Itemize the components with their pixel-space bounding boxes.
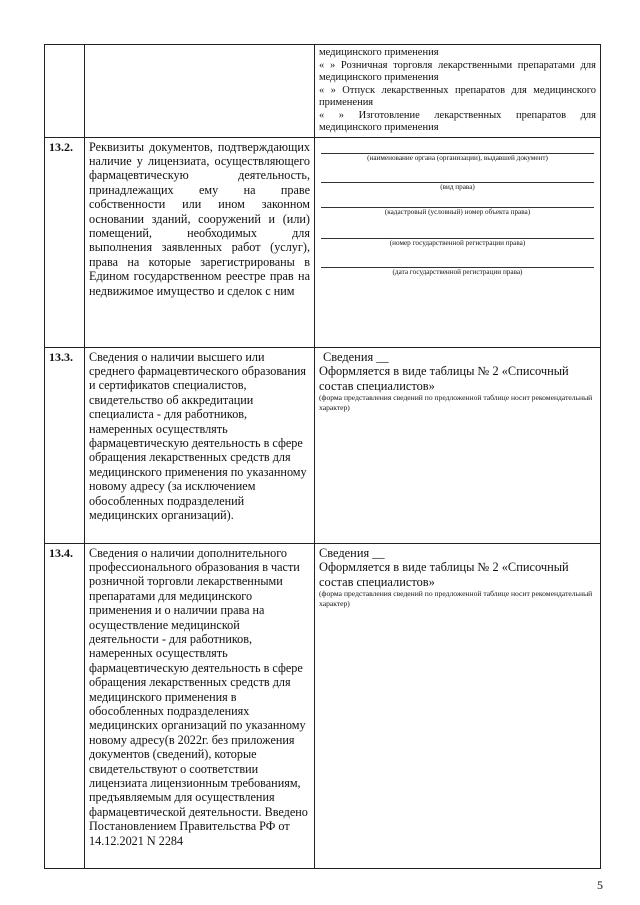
info-note: (форма представления сведений по предложенной таблице носит рекомендательный характер) (319, 393, 593, 412)
cadastral-number-field[interactable] (321, 196, 594, 208)
document-details-fields (315, 137, 601, 347)
activity-options (315, 45, 601, 138)
staff-info-cell (315, 347, 601, 543)
table-row (45, 347, 601, 543)
row-number: 13.4. (45, 543, 85, 868)
field-caption: (дата государственной регистрации права) (392, 267, 523, 276)
row-description: Сведения о наличии дополнительного профессионального образования в части розничной торговли лекарственными препаратами для медицинского применения и о наличии права на осуществление медицинской деятельности - для работников, намеренных осуществлять фармацевтическую деятельность в сфере обращения лекарственных средств для медицинского применения в обособленных подразделениях медицинских организаций по указанному новому адресу(в 2022г. без приложения документов (сведений), которые свидетельствуют о соответствии лицензиата лицензионным требованиям, предъявляемым для осуществления фармацевтической деятельности. Введено Постановлением Правительства РФ от 14.12.2021 N 2284 (85, 543, 315, 868)
licensing-form-table (44, 44, 601, 869)
row-number: 13.3. (45, 347, 85, 543)
issuer-name-field[interactable] (321, 142, 594, 154)
info-main-text: Оформляется в виде таблицы № 2 «Списочный состав специалистов» (319, 560, 569, 589)
row-description: Реквизиты документов, подтверждающих наличие у лицензиата, осуществляющего фармацевтическую деятельность, принадлежащих ему на праве собственности или ином законном основании зданий, сооружений и (или) помещений, необходимых для выполнения заявленных работ (услуг), права на которые зарегистрированы в Едином государственном реестре прав на недвижимое имущество и сделок с ним (85, 137, 315, 347)
field-caption: (номер государственной регистрации права) (389, 238, 526, 247)
info-main-text: Оформляется в виде таблицы № 2 «Списочный состав специалистов» (319, 364, 569, 393)
page-number: 5 (597, 878, 603, 892)
registration-number-field[interactable] (321, 227, 594, 239)
right-type-field[interactable] (321, 171, 594, 183)
option-manufacturing: « » Изготовление лекарственных препаратов для медицинского применения (319, 109, 596, 133)
field-caption: (наименование органа (организации), выдавшей документ) (367, 153, 548, 162)
row-description: Сведения о наличии высшего или среднего фармацевтического образования и сертификатов специалистов, свидетельство об аккредитации специалиста - для работников, намеренных осуществлять фармацевтическую деятельность в сфере обращения лекарственных средств для медицинского применения по указанному новому адресу (за исключением обособленных подразделений медицинских организаций). (85, 347, 315, 543)
option-line: медицинского применения (319, 47, 439, 58)
table-row (45, 45, 601, 138)
registration-date-field[interactable] (321, 256, 594, 268)
row-number (45, 45, 85, 138)
staff-info-cell (315, 543, 601, 868)
option-dispensing: « » Отпуск лекарственных препаратов для медицинского применения (319, 84, 596, 108)
info-note: (форма представления сведений по предложенной таблице носит рекомендательный характер) (319, 589, 593, 608)
info-label: Сведения __ (323, 349, 389, 364)
option-retail-trade: « » Розничная торговля лекарственными препаратами для медицинского применения (319, 59, 596, 83)
field-caption: (вид права) (440, 182, 475, 191)
table-row (45, 137, 601, 347)
row-description (85, 45, 315, 138)
info-label: Сведения __ (319, 545, 385, 560)
row-number: 13.2. (45, 137, 85, 347)
field-caption: (кадастровый (условный) номер объекта права) (384, 207, 531, 216)
table-row (45, 543, 601, 868)
